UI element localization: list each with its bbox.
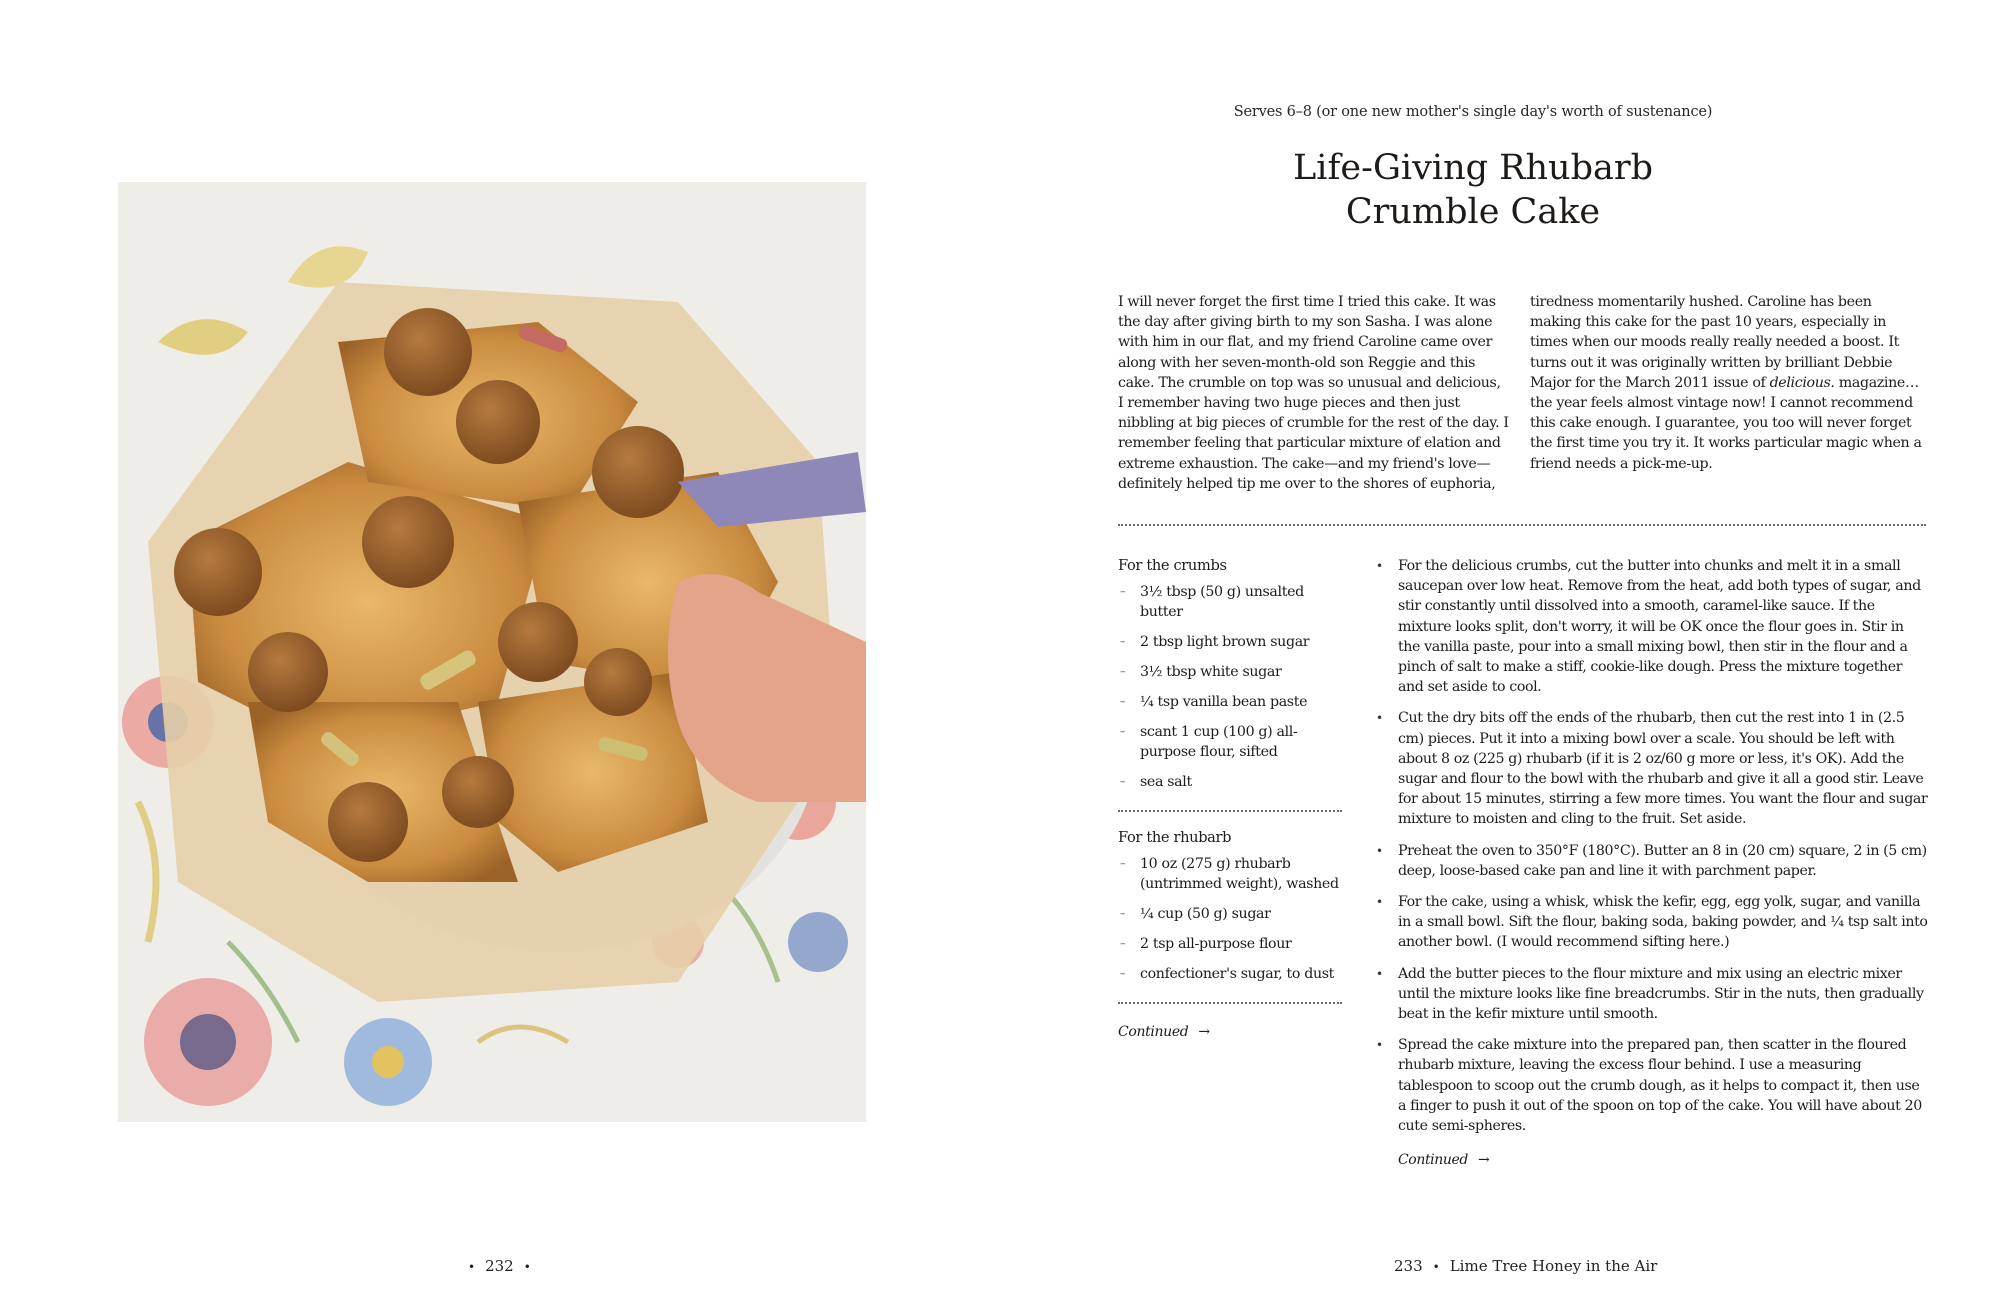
rhubarb-list <box>1118 854 1350 984</box>
method-steps <box>1376 556 1928 1136</box>
folio-dot: • <box>1432 1260 1440 1274</box>
ingredient-item: – 3½ tbsp (50 g) unsalted butter <box>1118 582 1350 622</box>
right-page <box>1000 0 2000 1300</box>
page-number: 233 <box>1394 1257 1423 1275</box>
continued-label: Continued <box>1118 1024 1189 1040</box>
cake-photo-image <box>118 182 866 1122</box>
arrow-right-icon: → <box>1198 1024 1210 1040</box>
serves-line: Serves 6–8 (or one new mother's single day's worth of sustenance) <box>1233 104 1713 120</box>
ingredients-divider <box>1118 810 1342 812</box>
method-step: • Add the butter pieces to the flour mixture and mix using an electric mixer until the mixture looks like fine breadcrumbs. Stir in the nuts, then gradually beat in the kefir mixture until smooth. <box>1376 964 1928 1025</box>
folio-dot: • <box>523 1260 531 1274</box>
folio-right <box>1394 1257 1657 1275</box>
ingredient-item: – ¼ cup (50 g) sugar <box>1118 904 1350 924</box>
method-step: • For the cake, using a whisk, whisk the kefir, egg, egg yolk, sugar, and vanilla in a small bowl. Sift the flour, baking soda, baking powder, and ¼ tsp salt into another bowl. (I would recommend sifting here.) <box>1376 892 1928 953</box>
magazine-name: delicious. <box>1769 374 1835 391</box>
intro-text-a: tiredness momentarily hushed. Caroline has been making this cake for the past 10 years, especially in times when our moods really really needed a boost. It turns out it was originally written by brilliant Debbie Major for the March 2011 issue of <box>1530 294 1899 391</box>
method-step: • Cut the dry bits off the ends of the rhubarb, then cut the rest into 1 in (2.5 cm) pieces. Put it into a mixing bowl over a scale. You should be left with about 8 oz (225 g) rhubarb (if it is 2 oz/60 g more or less, it's OK). Add the sugar and flour to the bowl with the rhubarb and give it all a good stir. Leave for about 15 minutes, stirring a few more times. You want the flour and sugar mixture to moisten and cling to the fruit. Set aside. <box>1376 708 1928 829</box>
ingredient-item: – 2 tbsp light brown sugar <box>1118 632 1350 652</box>
cake-photo <box>118 182 866 1122</box>
page-number: 232 <box>485 1257 514 1275</box>
continued-label: Continued <box>1398 1152 1468 1169</box>
section-divider <box>1118 524 1926 526</box>
chapter-title: Lime Tree Honey in the Air <box>1449 1257 1658 1275</box>
continued-link-ingredients[interactable] <box>1118 1022 1350 1042</box>
method-column <box>1376 556 1928 1170</box>
ingredient-item: – 10 oz (275 g) rhubarb (untrimmed weight), washed <box>1118 854 1350 894</box>
arrow-right-icon: → <box>1477 1152 1490 1169</box>
title-line-2: Crumble Cake <box>1345 192 1601 232</box>
intro-text-b: magazine… the year feels almost vintage now! I cannot recommend this cake enough. I guarantee, you too will never forget the first time you try it. It works particular magic when a friend needs a pick-me-up. <box>1530 374 1922 472</box>
recipe-title <box>1118 146 1828 234</box>
intro-column-2 <box>1530 292 1922 474</box>
continued-link-method[interactable] <box>1398 1150 1928 1170</box>
ingredients-divider <box>1118 1002 1342 1004</box>
folio-left <box>458 1257 541 1275</box>
crumbs-list <box>1118 582 1350 792</box>
folio-dot: • <box>468 1260 476 1274</box>
ingredient-item: – ¼ tsp vanilla bean paste <box>1118 692 1350 712</box>
intro-paragraph-2 <box>1530 292 1922 474</box>
ingredient-item: – confectioner's sugar, to dust <box>1118 964 1350 984</box>
ingredient-item: – 2 tsp all-purpose flour <box>1118 934 1350 954</box>
crumbs-heading: For the crumbs <box>1118 557 1227 574</box>
ingredients-column <box>1118 556 1350 1042</box>
method-step: • For the delicious crumbs, cut the butter into chunks and melt it in a small saucepan over low heat. Remove from the heat, add both types of sugar, and stir constantly until dissolved into a smooth, caramel-like sauce. If the mixture looks split, don't worry, it will be OK once the flour goes in. Stir in the vanilla paste, pour into a small mixing bowl, then stir in the flour and a pinch of salt to make a stiff, cookie-like dough. Press the mixture together and set aside to cool. <box>1376 556 1928 697</box>
title-line-1: Life-Giving Rhubarb <box>1293 148 1653 188</box>
ingredient-item: – 3½ tbsp white sugar <box>1118 662 1350 682</box>
rhubarb-heading: For the rhubarb <box>1118 829 1232 846</box>
intro-column-1 <box>1118 292 1510 494</box>
ingredient-item: – sea salt <box>1118 772 1350 792</box>
ingredient-item: – scant 1 cup (100 g) all-purpose flour, sifted <box>1118 722 1350 762</box>
method-step: • Preheat the oven to 350°F (180°C). Butter an 8 in (20 cm) square, 2 in (5 cm) deep, loose-based cake pan and line it with parchment paper. <box>1376 841 1928 881</box>
method-step: • Spread the cake mixture into the prepared pan, then scatter in the floured rhubarb mixture, leaving the excess flour behind. I use a measuring tablespoon to scoop out the crumb dough, as it helps to compact it, then use a finger to push it out of the spoon on top of the cake. You will have about 20 cute semi-spheres. <box>1376 1035 1928 1136</box>
intro-paragraph-1: I will never forget the first time I tried this cake. It was the day after giving birth to my son Sasha. I was alone with him in our flat, and my friend Caroline came over along with her seven-month-old son Reggie and this cake. The crumble on top was so unusual and delicious, I remember having two huge pieces and then just nibbling at big pieces of crumble for the rest of the day. I remember feeling that particular mixture of elation and extreme exhaustion. The cake—and my friend's love—definitely helped tip me over to the shores of euphoria, <box>1118 294 1509 492</box>
